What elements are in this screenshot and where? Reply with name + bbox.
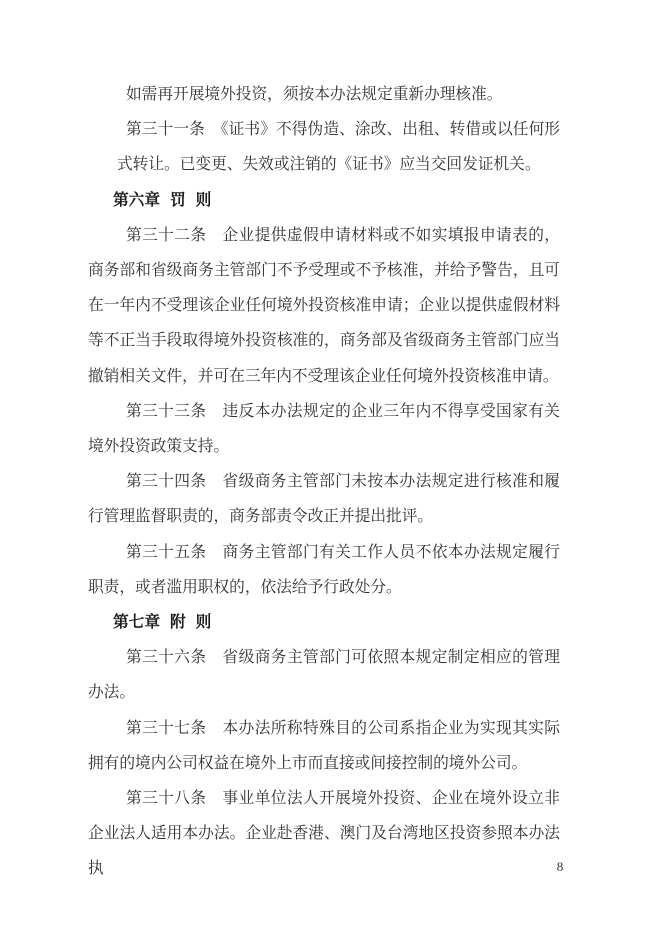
paragraph-article-35: 第三十五条 商务主管部门有关工作人员不依本办法规定履行职责，或者滥用职权的，依法给予行政处分。 (88, 543, 560, 596)
chapter-heading-6: 第六章 罚 则 (113, 191, 212, 209)
chapter-heading-7: 第七章 附 则 (113, 614, 212, 632)
paragraph-article-34: 第三十四条 省级商务主管部门未按本办法规定进行核准和履行管理监督职责的，商务部责令改正并提出批评。 (88, 473, 560, 526)
page-number: 8 (556, 859, 564, 874)
paragraph-article-33: 第三十三条 违反本办法规定的企业三年内不得享受国家有关境外投资政策支持。 (88, 402, 560, 456)
paragraph-article-37: 第三十七条 本办法所称特殊目的公司系指企业为实现其实际拥有的境内公司权益在境外上市而直接或间接控制的境外公司。 (88, 719, 560, 772)
paragraph-continuation: 如需再开展境外投资，须按本办法规定重新办理核准。 (126, 86, 503, 103)
paragraph-article-38: 第三十八条 事业单位法人开展境外投资、企业在境外设立非企业法人适用本办法。企业赴香港、澳门及台湾地区投资参照本办法执 (88, 790, 560, 878)
paragraph-article-36: 第三十六条 省级商务主管部门可依照本规定制定相应的管理办法。 (88, 649, 560, 702)
paragraph-article-31: 第三十一条 《证书》不得伪造、涂改、出租、转借或以任何形式转让。已变更、失效或注销的《证书》应当交回发证机关。 (117, 121, 560, 174)
document-body (88, 77, 560, 887)
paragraph-article-32: 第三十二条 企业提供虚假申请材料或不如实填报申请表的，商务部和省级商务主管部门不予受理或不予核准，并给予警告，且可在一年内不受理该企业任何境外投资核准申请；企业以提供虚假材料等不正当手段取得境外投资核准的，商务部及省级商务主管部门应当撤销相关文件，并可在三年内不受理该企业任何境外投资核准申请。 (88, 226, 560, 385)
